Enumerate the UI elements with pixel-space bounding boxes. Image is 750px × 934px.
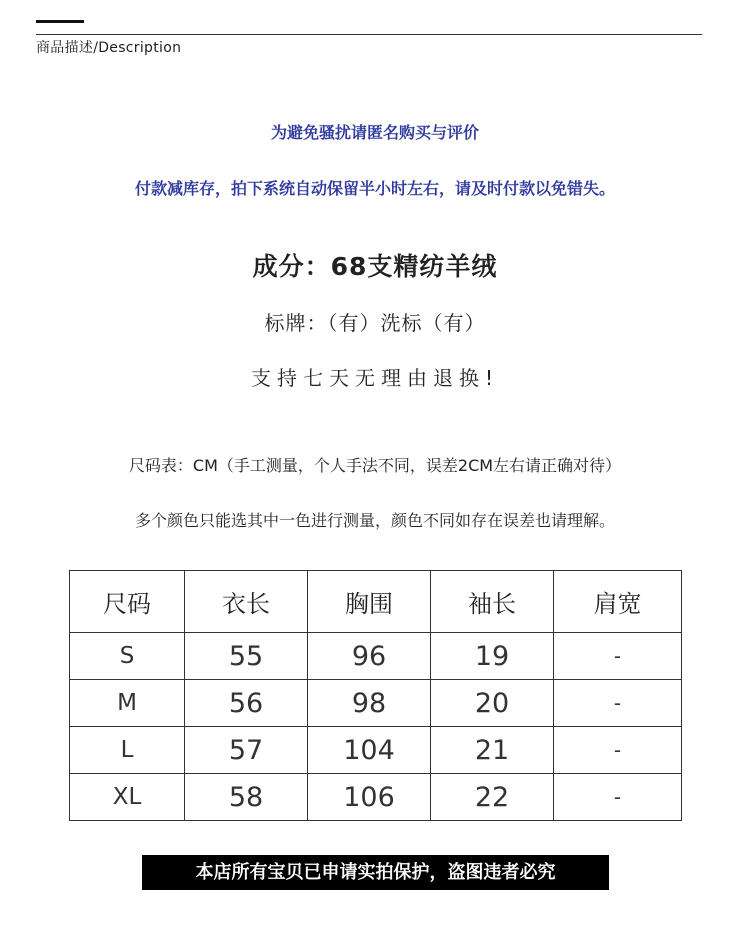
size-chart-note: 尺码表：CM（手工测量，个人手法不同，误差2CM左右请正确对待） bbox=[128, 456, 622, 475]
table-cell-sleeve: 21 bbox=[431, 727, 554, 774]
header-chest: 胸围 bbox=[308, 571, 431, 633]
table-cell-length: 58 bbox=[185, 774, 308, 821]
table-cell-shoulder: - bbox=[554, 727, 682, 774]
material-composition: 成分：68支精纺羊绒 bbox=[252, 252, 498, 281]
table-cell-size: S bbox=[70, 633, 185, 680]
table-cell-sleeve: 19 bbox=[431, 633, 554, 680]
header-shoulder: 肩宽 bbox=[554, 571, 682, 633]
header-accent-bar bbox=[36, 20, 84, 23]
table-cell-size: XL bbox=[70, 774, 185, 821]
table-cell-sleeve: 20 bbox=[431, 680, 554, 727]
header-divider bbox=[36, 34, 702, 35]
color-measurement-note: 多个颜色只能选其中一色进行测量，颜色不同如存在误差也请理解。 bbox=[134, 511, 615, 530]
table-cell-chest: 106 bbox=[308, 774, 431, 821]
section-title: 商品描述/Description bbox=[36, 40, 182, 56]
header-sleeve: 袖长 bbox=[431, 571, 554, 633]
returns-policy: 支持七天无理由退换! bbox=[250, 366, 500, 390]
header-length: 衣长 bbox=[185, 571, 308, 633]
table-cell-shoulder: - bbox=[554, 633, 682, 680]
copyright-protection-banner: 本店所有宝贝已申请实拍保护，盗图违者必究 bbox=[142, 855, 609, 890]
payment-notice: 付款减库存，拍下系统自动保留半小时左右，请及时付款以免错失。 bbox=[134, 179, 615, 198]
table-cell-size: M bbox=[70, 680, 185, 727]
table-row bbox=[70, 633, 682, 680]
table-cell-chest: 104 bbox=[308, 727, 431, 774]
anonymous-purchase-notice: 为避免骚扰请匿名购买与评价 bbox=[270, 123, 479, 142]
table-cell-size: L bbox=[70, 727, 185, 774]
header-size: 尺码 bbox=[70, 571, 185, 633]
table-row bbox=[70, 774, 682, 821]
table-row bbox=[70, 680, 682, 727]
size-table bbox=[69, 570, 682, 821]
table-cell-chest: 98 bbox=[308, 680, 431, 727]
table-cell-shoulder: - bbox=[554, 680, 682, 727]
table-cell-length: 57 bbox=[185, 727, 308, 774]
table-cell-length: 56 bbox=[185, 680, 308, 727]
table-cell-shoulder: - bbox=[554, 774, 682, 821]
table-cell-chest: 96 bbox=[308, 633, 431, 680]
table-cell-length: 55 bbox=[185, 633, 308, 680]
brand-tags-info: 标牌：（有）洗标（有） bbox=[264, 311, 486, 335]
table-header-row bbox=[70, 571, 682, 633]
table-cell-sleeve: 22 bbox=[431, 774, 554, 821]
table-row bbox=[70, 727, 682, 774]
